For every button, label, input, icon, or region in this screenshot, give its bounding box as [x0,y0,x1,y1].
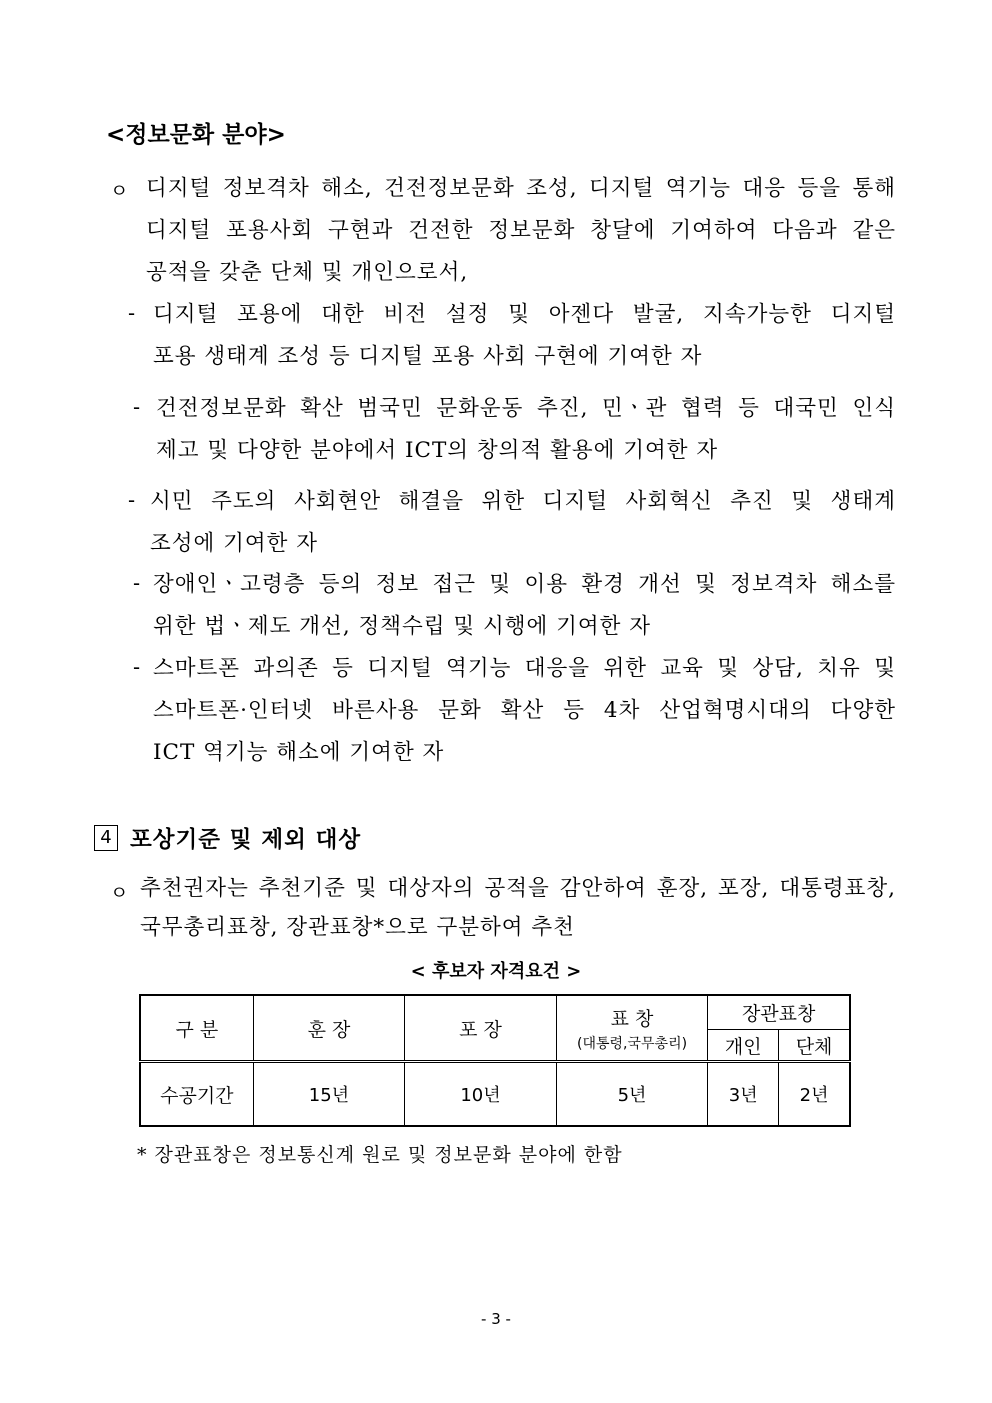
dash-marker: - [128,488,136,512]
header-badge [405,995,557,1062]
item-1-line-2: 포용 생태계 조성 등 디지털 포용 사회 구현에 기여한 자 [153,344,703,369]
item-5-line-3: ICT 역기능 해소에 기여한 자 [153,740,445,765]
header-category-label: 구 분 [175,1018,219,1041]
header-medal [253,995,405,1062]
item-2 [156,394,896,424]
section-4-text [140,874,896,904]
cell-medal: 15년 [253,1062,405,1127]
header-group [779,1030,850,1062]
page-number: - 3 - [481,1310,511,1328]
section-4-line-2: 국무총리표창, 장관표창*으로 구분하여 추천 [140,915,575,940]
row-label: 수공기간 [140,1062,253,1127]
section-title: <정보문화 분야> [106,122,286,148]
header-citation-sub: (대통령,국무총리) [577,1035,688,1052]
item-5-line-2: 스마트폰·인터넷 바른사용 문화 확산 등 4차 산업혁명시대의 다양한 [153,698,896,723]
item-3-line-1: 시민 주도의 사회현안 해결을 위한 디지털 사회혁신 추진 및 생태계 [150,489,896,514]
intro-text [146,174,896,204]
dash-marker: - [133,571,141,595]
cell-group: 2년 [779,1062,850,1127]
item-4-line-2: 위한 법ㆍ제도 개선, 정책수립 및 시행에 기여한 자 [153,614,652,639]
item-2-line-2: 제고 및 다양한 분야에서 ICT의 창의적 활용에 기여한 자 [156,438,719,463]
cell-citation: 5년 [556,1062,708,1127]
intro-line-3: 공적을 갖춘 단체 및 개인으로서, [146,260,469,285]
header-medal-label: 훈 장 [307,1018,351,1041]
dash-marker: - [128,301,136,325]
intro-line-2: 디지털 포용사회 구현과 건전한 정보문화 창달에 기여하여 다음과 같은 [146,218,896,243]
table-caption: < 후보자 자격요건 > [410,961,582,982]
dash-marker: - [133,655,141,679]
header-minister-label: 장관표창 [741,1003,816,1025]
item-3 [150,487,896,517]
dash-marker: - [133,395,141,419]
item-4 [153,570,896,600]
item-5-b [153,696,896,726]
header-badge-label: 포 장 [459,1018,502,1041]
header-individual-label: 개인 [724,1035,762,1058]
section-4-heading [94,822,361,854]
header-individual [708,1030,779,1062]
header-group-label: 단체 [795,1035,833,1058]
cell-individual: 3년 [708,1062,779,1127]
item-4-line-1: 장애인ㆍ고령층 등의 정보 접근 및 이용 환경 개선 및 정보격차 해소를 [153,572,896,597]
item-1 [153,300,896,330]
item-3-line-2: 조성에 기여한 자 [150,531,319,556]
section-number: 4 [94,825,118,851]
bullet-marker: ㅇ [110,882,129,904]
intro-line-1: 디지털 정보격차 해소, 건전정보문화 조성, 디지털 역기능 대응 등을 통해 [146,176,896,201]
intro-text-2 [146,216,896,246]
header-category [140,995,253,1062]
item-5 [153,654,896,684]
section-4-title: 포상기준 및 제외 대상 [130,827,362,853]
header-citation [556,995,708,1062]
item-1-line-1: 디지털 포용에 대한 비전 설정 및 아젠다 발굴, 지속가능한 디지털 [153,302,896,327]
section-4-line-1: 추천권자는 추천기준 및 대상자의 공적을 감안하여 훈장, 포장, 대통령표창, [140,876,896,901]
requirements-table [139,994,851,1127]
header-minister [708,995,850,1030]
header-citation-label: 표 창 [610,1007,654,1030]
item-2-line-1: 건전정보문화 확산 범국민 문화운동 추진, 민ㆍ관 협력 등 대국민 인식 [156,396,896,421]
cell-badge: 10년 [405,1062,557,1127]
bullet-marker: ㅇ [110,180,129,202]
footnote: * 장관표창은 정보통신계 원로 및 정보문화 분야에 한함 [137,1144,623,1166]
item-5-line-1: 스마트폰 과의존 등 디지털 역기능 대응을 위한 교육 및 상담, 치유 및 [153,656,896,681]
table-row [140,1062,850,1127]
